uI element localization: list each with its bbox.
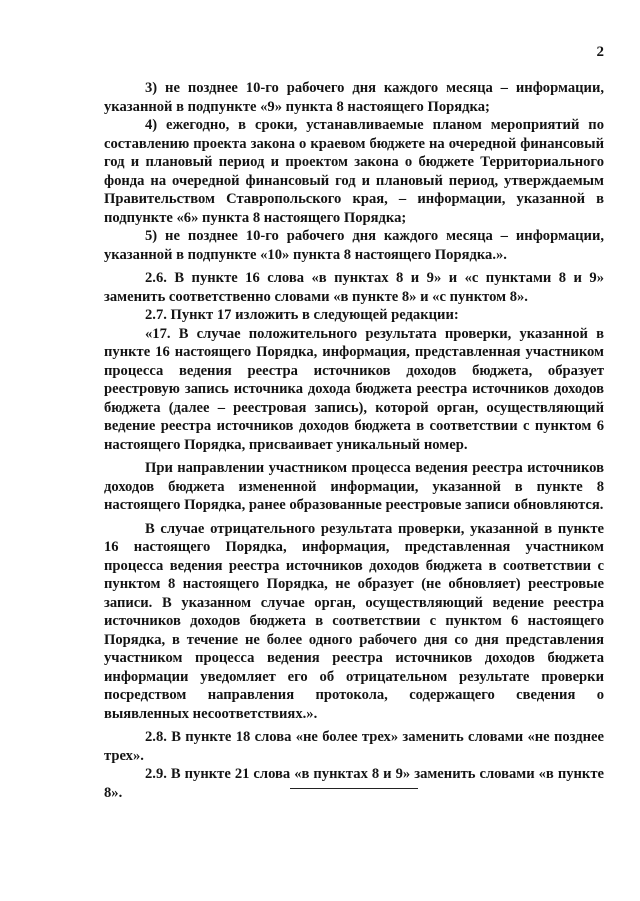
paragraph-17-part-1: «17. В случае положительного результата проверки, указанной в пункте 16 настоящего Порядка, информация, представленная участником процесса ведения реестра источников доходов бюджета, образует реестровую запись источника дохода бюджета реестра источников доходов бюджета (далее – реестровая запись), которой орган, осуществляющий ведение реестра источников доходов бюджета в соответствии с пунктом 6 настоящего Порядка, присваивает уникальный номер. <box>104 325 604 453</box>
paragraph-17-part-2: При направлении участником процесса ведения реестра источников доходов бюджета измененной информации, указанной в пункте 8 настоящего Порядка, ранее образованные реестровые записи обновляются. <box>104 460 604 513</box>
paragraph-item-3: 3) не позднее 10-го рабочего дня каждого месяца – информации, указанной в подпункте «9» пункта 8 настоящего Порядка; <box>104 80 604 115</box>
paragraph-item-4: 4) ежегодно, в сроки, устанавливаемые планом мероприятий по составлению проекта закона о краевом бюджете на очередной финансовый год и плановый период и проектом закона о бюджете Территориального фонда на очередной финансовый год и плановый период, утверждаемым Правительством Ставропольского края, – информации, указанной в подпункте «6» пункта 8 настоящего Порядка; <box>104 117 604 226</box>
document-body <box>104 79 604 802</box>
paragraph-2-7: 2.7. Пункт 17 изложить в следующей редакции: <box>145 307 459 323</box>
paragraph-17-part-3: В случае отрицательного результата проверки, указанной в пункте 16 настоящего Порядка, информация, представленная участником процесса ведения реестра источников доходов бюджета в соответствии с пунктом 8 настоящего Порядка, не образует (не обновляет) реестровые записи. В указанном случае орган, осуществляющий ведение реестра источников доходов бюджета в соответствии с пунктом 6 настоящего Порядка, в течение не более одного рабочего дня со дня представления участником процесса ведения реестра источников доходов бюджета информации уведомляет его об отрицательном результате проверки посредством направления протокола, содержащего сведения о выявленных несоответствиях.». <box>104 520 604 722</box>
paragraph-2-6: 2.6. В пункте 16 слова «в пунктах 8 и 9» и «с пунктами 8 и 9» заменить соответственно словами «в пункте 8» и «с пунктом 8». <box>104 270 604 305</box>
paragraph-item-5: 5) не позднее 10-го рабочего дня каждого месяца – информации, указанной в подпункте «10» пункта 8 настоящего Порядка.». <box>104 228 604 263</box>
paragraph-2-9: 2.9. В пункте 21 слова «в пунктах 8 и 9» заменить словами «в пункте 8». <box>104 766 604 801</box>
paragraph-2-8: 2.8. В пункте 18 слова «не более трех» заменить словами «не позднее трех». <box>104 729 604 764</box>
end-divider-line <box>290 788 418 789</box>
page-number: 2 <box>596 44 604 60</box>
